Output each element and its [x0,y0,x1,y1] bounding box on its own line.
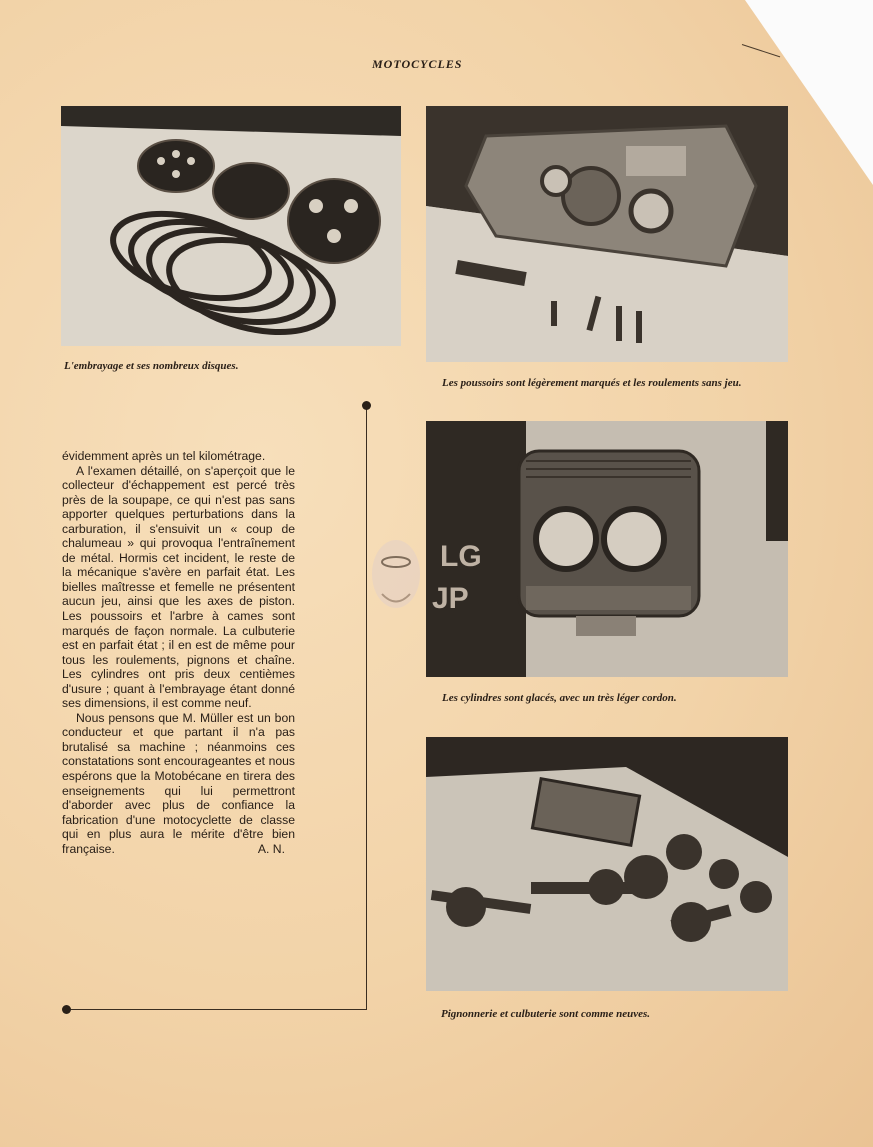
crankcase-caption: Les poussoirs sont légèrement marqués et les roulements sans jeu. [442,377,742,389]
gears-photo [426,737,788,991]
clutch-caption: L'embrayage et ses nombreux disques. [64,360,239,372]
page-header: MOTOCYCLES [372,57,463,71]
watermark [368,524,508,624]
article-text [62,449,295,856]
article-paragraph: A l'examen détaillé, on s'aperçoit que le collecteur d'échappement est percé très près de la soupape, ce qui n'est pas sans apporter quelques perturbations dans la carburation, il s'ensuivit un « coup de chalumeau » qui provoqua l'entraînement de métal. Hormis cet incident, le reste de la mécanique s'avère en parfait état. Les bielles maîtresse et femelle ne présentent aucun jeu, ainsi que les axes de piston. Les poussoirs et l'arbre à cames sont marqués de façon normale. La culbuterie est en parfait état ; il en est de même pour tous les roulements, pignons et chaîne. Les cylindres ont pris deux centièmes d'usure ; quant à l'embrayage étant donné ses dimensions, il est comme neuf. [62,463,295,711]
column-divider-horizontal [66,1009,367,1010]
divider-dot-bottom [62,1005,71,1014]
crankcase-photo [426,106,788,362]
watermark-text-top: LG [440,540,482,573]
article-paragraph [62,711,295,856]
watermark-text-bottom: JP [432,582,469,615]
watermark-logo [368,524,508,624]
column-divider-vertical [366,406,367,1010]
crankcase-image [426,106,788,362]
gears-caption: Pignonnerie et culbuterie sont comme neuves. [441,1008,650,1020]
clutch-photo [61,106,401,346]
author-signature: A. N. [257,841,285,856]
divider-dot-top [362,401,371,410]
article-paragraph: évidemment après un tel kilométrage. [62,449,266,463]
article-paragraph-text: Nous pensons que M. Müller est un bon conducteur et que partant il n'a pas brutalisé sa machine ; néanmoins ces constatations sont encourageantes et nous espérons que la Motobécane en tirera des enseignements qui lui permettront d'aborder avec plus de confiance la fabrication d'une motocyclette de classe qui en plus aura le mérite d'être bien française. [62,710,295,856]
clutch-image [61,106,401,346]
gears-image [426,737,788,991]
cylinder-caption: Les cylindres sont glacés, avec un très léger cordon. [442,692,677,704]
